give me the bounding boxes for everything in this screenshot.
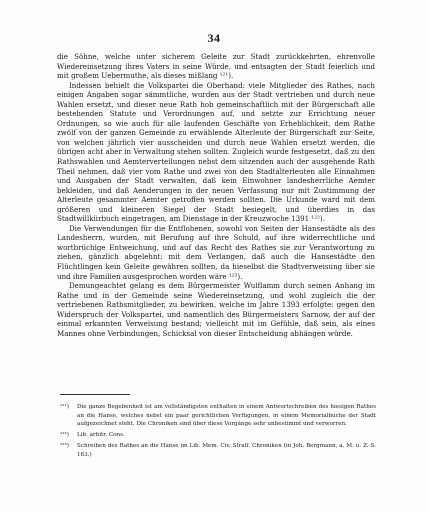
footnote-text: Schreiben des Rathes an die Hanse im Lib. Mem. Civ. Stralf. Chroniken (in Joh. Bergmann, a. M. u. Z. S. 163.) (77, 443, 376, 458)
paragraph: Indessen behielt die Volkspartei die Oberhand: viele Mitglieder des Rathes, nach einigen Angaben sogar sämmtliche, wurden aus der Stadt vertrieben und durch neue Wahlen ersetzt, und dieser neue Rath hob gemeinschaftlich mit der Bürgerschaft alle bestehenden Statute und Verordnungen auf, und setzte zur Errichtung neuer Ordnungen, so wie auch für alle laufenden Geschäfte von Erheblichkeit, dem Rathe zwölf von der ganzen Gemeinde zu erwählende Alterleute der Bürgerschaft zur Seite, von welchen jährlich vier ausscheiden und durch neue Wahlen ersetzt werden, die übrigen acht aber in Verwaltung stehen sollten. Zugleich wurde festgesetzt, daß zu den Rathswahlen und Aemterverteilungen nebst dem sitzenden auch der ausgehende Rath Theil nehmen, daß vier vom Rathe und zwei von den Stadtalterleuten alle Einnahmen und Ausgaben der Stadt verwalten, daß kein Einwohner landesherrliche Aemter bekleiden, und daß Aenderungen in der neuen Verfassung nur mit Zustimmung der Alterleute gesammter Aemter getroffen werden sollten. Die Urkunde ward mit dem größeren und kleineren Siegel der Stadt besiegelt, und überdies in das Stadtwillkürbuch eingetragen, am Dienstage in der Kreuzwoche 1391 ¹²²). (57, 80, 375, 224)
footnote (60, 431, 376, 440)
paragraph: Die Verwendungen für die Entflohenen, sowohl von Seiten der Hansestädte als des Landesherrn, wurden, mit Berufung auf ihre Schuld, auf ihre widerrechtliche und wortbrüchige Entweichung, und auf das Recht des Rathes sie zur Verantwortung zu ziehen, gänzlich abgelehnt: mit dem Verlangen, daß auch die Hansestädte den Flüchtlingen kein Geleite gewähren sollten, da hieselbst die Stadtverweisung über sie und ihre Familien ausgesprochen worden wäre ¹²³). (57, 223, 375, 281)
footnote (60, 403, 376, 429)
footnote-mark: ¹²¹) (60, 404, 69, 410)
footnote-text: Lib. arbitr. Cons. (77, 432, 125, 439)
footnotes (60, 403, 376, 462)
paragraph: Demungeachtet gelang es dem Bürgermeister Wulflamm durch seinen Anhang im Rathe und in der Gemeinde seine Wiedereinsetzung, und wohl zugleich die der vertriebenen Rathsmitglieder, zu bewirken, welche im Jahre 1393 erfolgte: gegen den Widerspruch der Volkspartei, und namentlich des Bürgermeisters Sarnow, der auf der einmal erkannten Verweisung bestand; vielleicht mit im Gefühle, daß sein, als eines Mannes ohne Verbindungen, Schicksal von dieser Entscheidung abhängen würde. (57, 281, 375, 338)
footnote-separator (60, 394, 130, 395)
paragraph: die Söhne, welche unter sicherem Geleite zur Stadt zurückkehrten, ehrenvolle Wiedereinsetzung ihres Vaters in seine Würde, und entsagten der Stadt feierlich und mit großem Uebermuthe, als dieses mißlang ¹²¹). (57, 52, 375, 81)
body-text (57, 52, 375, 338)
footnote-text: Die ganze Begebenheit ist am vollständigsten enthalten in einem Antwortschreiben des hiesigen Rathes an die Hanse, welches nebst ein paar gerichtlichen Verfügungen, in einem Memorialbuche der Stadt aufgezeichnet steht. Die Chroniken sind über diese Vorgänge sehr unbestimmt und verworren. (77, 404, 376, 428)
footnote-mark: ¹²²) (60, 432, 69, 439)
footnote (60, 442, 376, 459)
footnote-mark: ¹²³) (60, 443, 69, 450)
page-number: 34 (207, 31, 221, 45)
